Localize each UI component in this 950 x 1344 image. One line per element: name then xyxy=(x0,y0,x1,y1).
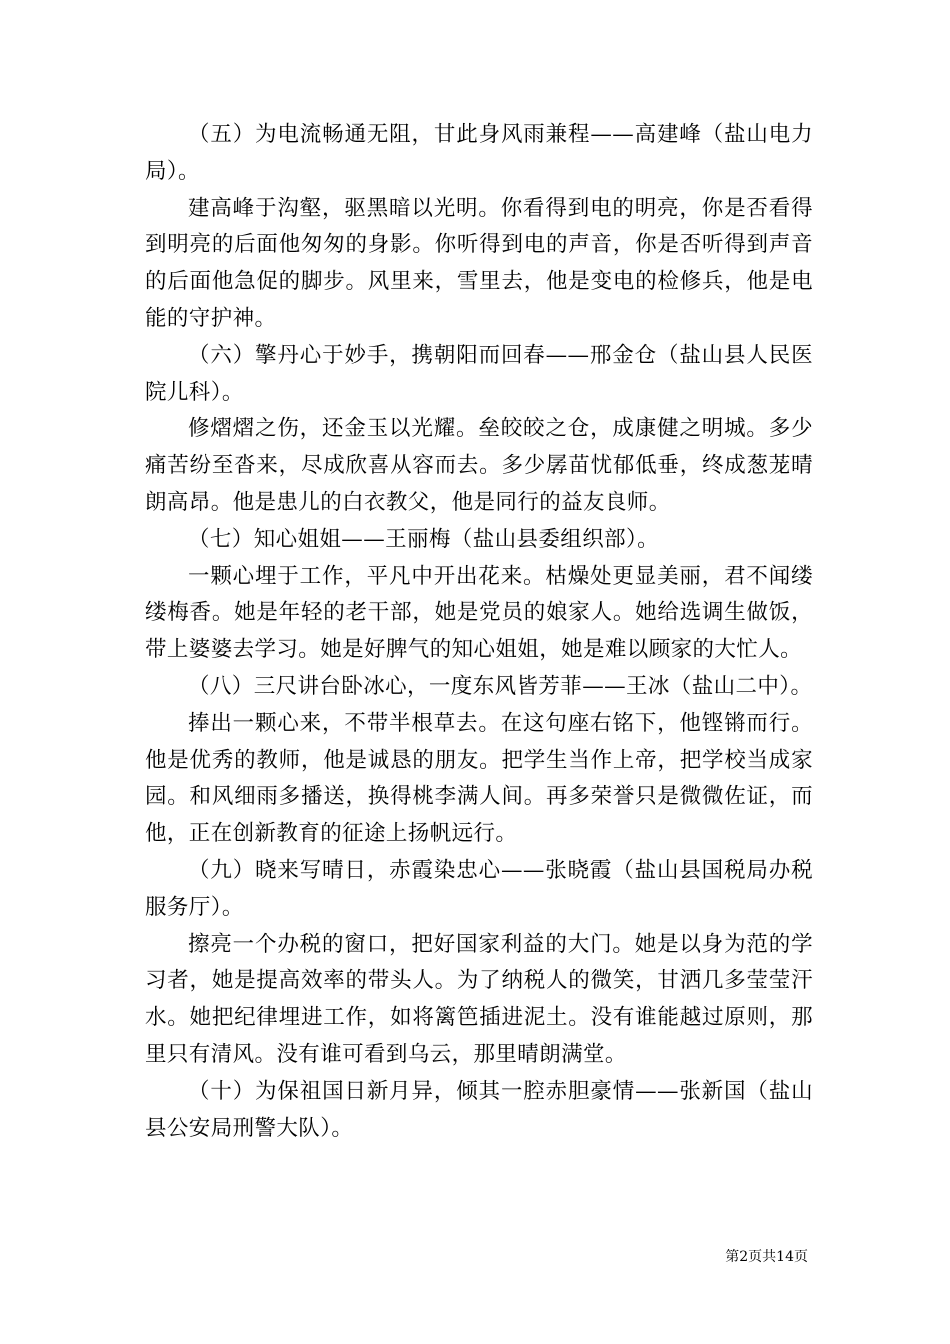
section-heading-6: （六）擎丹心于妙手，携朝阳而回春——邢金仓（盐山县人民医院儿科）。 xyxy=(145,342,813,405)
section-body-9: 擦亮一个办税的窗口，把好国家利益的大门。她是以身为范的学习者，她是提高效率的带头人。为了纳税人的微笑，甘洒几多莹莹汗水。她把纪律埋进工作，如将篱笆插进泥土。没有谁能越过原则，那里只有清风。没有谁可看到乌云，那里晴朗满堂。 xyxy=(145,931,813,1067)
section-heading-7: （七）知心姐姐——王丽梅（盐山县委组织部）。 xyxy=(188,526,660,552)
section-heading-8: （八）三尺讲台卧冰心，一度东风皆芳菲——王冰（盐山二中）。 xyxy=(188,673,813,699)
section-body-6: 修熠熠之伤，还金玉以光耀。垒皎皎之仓，成康健之明城。多少痛苦纷至沓来，尽成欣喜从容而去。多少孱苗忧郁低垂，终成葱茏晴朗高昂。他是患儿的白衣教父，他是同行的益友良师。 xyxy=(145,416,813,515)
section-heading-5: （五）为电流畅通无阻，甘此身风雨兼程——高建峰（盐山电力局）。 xyxy=(145,122,813,184)
section-body-8: 捧出一颗心来，不带半根草去。在这句座右铭下，他铿锵而行。他是优秀的教师，他是诚恳的朋友。把学生当作上帝，把学校当成家园。和风细雨多播送，换得桃李满人间。再多荣誉只是微微佐证，而他，正在创新教育的征途上扬帆远行。 xyxy=(145,710,813,847)
page-number-footer: 第2页共14页 xyxy=(725,1249,808,1265)
section-heading-10: （十）为保祖国日新月异，倾其一腔赤胆豪情——张新国（盐山县公安局刑警大队）。 xyxy=(145,1078,813,1141)
section-heading-9: （九）晓来写晴日，赤霞染忠心——张晓霞（盐山县国税局办税服务厅）。 xyxy=(145,857,813,920)
section-body-7: 一颗心埋于工作，平凡中开出花来。枯燥处更显美丽，君不闻缕缕梅香。她是年轻的老干部，她是党员的娘家人。她给选调生做饭，带上婆婆去学习。她是好脾气的知心姐姐，她是难以顾家的大忙人。 xyxy=(145,563,813,663)
section-body-5: 建高峰于沟壑，驱黑暗以光明。你看得到电的明亮，你是否看得到明亮的后面他匆匆的身影。你听得到电的声音，你是否听得到声音的后面他急促的脚步。风里来，雪里去，他是变电的检修兵，他是电能的守护神。 xyxy=(145,195,813,331)
document-body xyxy=(145,117,813,1147)
